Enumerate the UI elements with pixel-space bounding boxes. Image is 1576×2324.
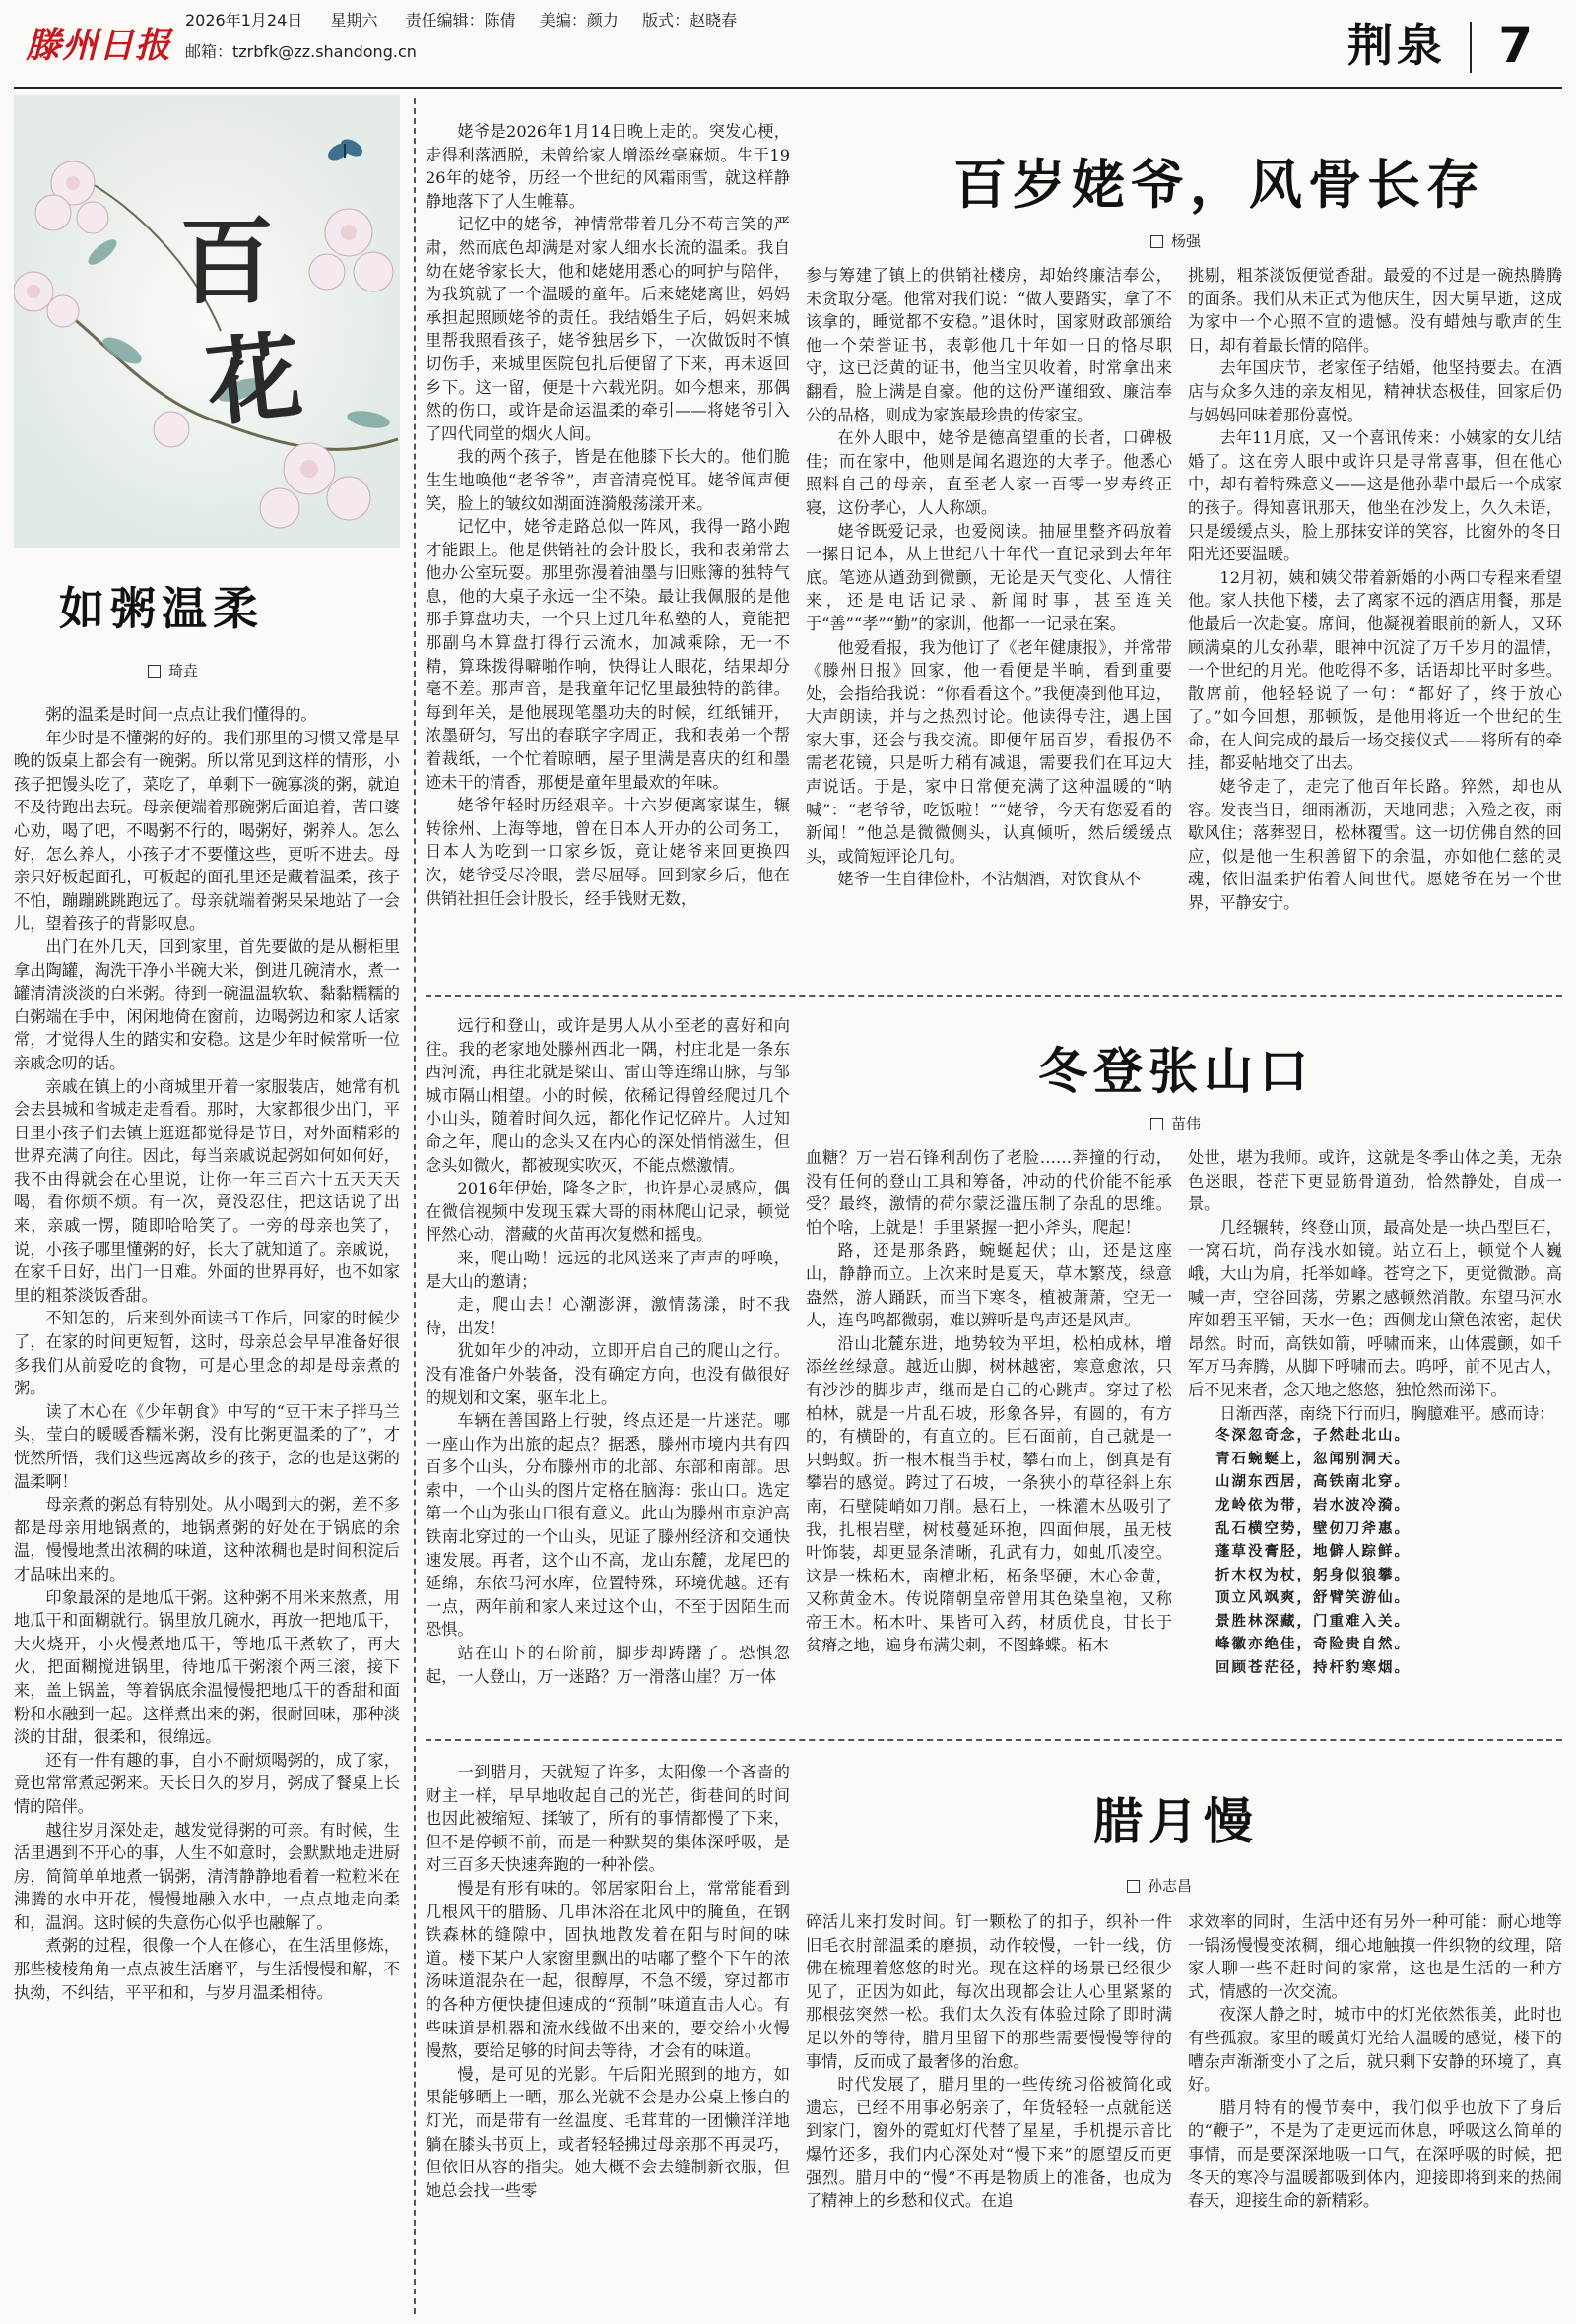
paragraph: 参与筹建了镇上的供销社楼房，却始终廉洁奉公，未贪取分毫。他常对我们说：“做人要踏实，拿了不该拿的，睡觉都不安稳。”退休时，国家财政部颁给他一个荣誉证书，表彰他几十年如一日的恪尽职守，这已泛黄的证书，他当宝贝收着，时常拿出来翻看，脸上满是自豪。他的这份严谨细致、廉洁奉公的品格，则成为家族最珍贵的传家宝。 xyxy=(806,266,1172,424)
paragraph: 挑剔，粗茶淡饭便觉香甜。最爱的不过是一碗热腾腾的面条。我们从未正式为他庆生，因大舅早逝，这成为家中一个心照不宣的遗憾。没有蜡烛与歌声的生日，却有着最长情的陪伴。 xyxy=(1188,266,1562,355)
banner-char-2: 花 xyxy=(201,319,307,440)
paragraph: 车辆在善国路上行驶，终点还是一片迷茫。哪一座山作为出旅的起点？据悉，滕州市境内共有四百多个山头，分布滕州市的北部、东部和南部。思索中，一个山头的图片定格在脑海：张山口。选定第一个山为张山口很有意义。此山为滕州市京沪高铁南北穿过的一个山头，见证了滕州经济和交通快速发展。再者，这个山不高，龙山东麓，龙尾巴的延绵，东依马河水库，位置特殊，环境优越。还有一点，两年前和家人来过这个山，不至于因陌生而恐惧。 xyxy=(426,1411,790,1640)
paragraph: 几经辗转，终登山顶，最高处是一块凸型巨石，一窝石坑，尚存浅水如镜。站立石上，顿觉个人巍峨，大山为肩，托举如峰。苍穹之下，更觉微渺。高喊一声，空谷回荡，劳累之感顿然消散。东望马河水库如碧玉平铺，天水一色；西侧龙山黛色浓密，起伏昂然。时而，高铁如箭，呼啸而来，山体震颤，如千军万马奔腾，从脚下呼啸而去。呜呼，前不见古人，后不见来者，念天地之悠悠，独怆然而涕下。 xyxy=(1188,1217,1562,1399)
flower-illustration xyxy=(14,95,400,548)
paragraph: 他爱看报，我为他订了《老年健康报》，并常带《滕州日报》回家，他一看便是半晌，看到重要处，会指给我说：“你看看这个。”我便凑到他耳边，大声朗读，并与之热烈讨论。他读得专注，遇上国家大事，还会与我交流。即便年届百岁，看报仍不需老花镜，只是听力稍有减退，需要我们在耳边大声说话。于是，家中日常便充满了这种温暖的“呐喊”：“老爷爷，吃饭啦！”“姥爷，今天有您爱看的新闻！”他总是微微侧头，认真倾听，然后缓缓点头，或简短评论几句。 xyxy=(806,637,1172,866)
paragraph: 去年11月底，又一个喜讯传来：小姨家的女儿结婚了。这在旁人眼中或许只是寻常喜事，但在他心中，却有着特殊意义——这是他孙辈中最后一个成家的孩子。得知喜讯那天，他坐在沙发上，久久未语，只是缓缓点头，脸上那抹安详的笑容，比窗外的冬日阳光还要温暖。 xyxy=(1188,428,1562,564)
paragraph: 我的两个孩子，皆是在他膝下长大的。他们脆生生地唤他“老爷爷”，声音清亮悦耳。姥爷闻声便笑，脸上的皱纹如湖面涟漪般荡漾开来。 xyxy=(426,447,790,513)
paragraph: 沿山北麓东进，地势较为平坦，松柏成林，增添丝丝绿意。越近山脚，树林越密，寒意愈浓，只有沙沙的脚步声，继而是自己的心跳声。穿过了松柏林，就是一片乱石坡，形象各异，有圆的，有方的，有横卧的，有直立的。巨石面前，自己就是一只蚂蚁。折一根木棍当手杖，攀石而上，倒真是有攀岩的感觉。跨过了石坡，一条狭小的草径斜上东南，石壁陡峭如刀削。悬石上，一株灌木丛吸引了我，扎根岩壁，树枝蔓延环抱，四面伸展，虽无枝叶饰装，却更显条清晰，孔武有力，如虬爪凌空。这是一株柘木，南檀北柘，柘条坚硬，木心金黄，又称黄金木。传说隋朝皇帝曾用其色染皇袍，又称帝王木。柘木叶、果皆可入药，材质优良，甘长于贫瘠之地，遍身布满尖刺，不图蜂蝶。柘木 xyxy=(806,1333,1172,1655)
poem-line: 乱石横空势，壁仞刀斧惠。 xyxy=(1215,1520,1411,1537)
paragraph: 粥的温柔是时间一点点让我们懂得的。 xyxy=(45,705,317,724)
poem-block xyxy=(1188,1425,1562,1681)
paragraph: 夜深人静之时，城市中的灯光依然很美，此时也有些孤寂。家里的暖黄灯光给人温暖的感觉，楼下的嘈杂声渐渐变小了之后，就只剩下安静的环境了，真好。 xyxy=(1188,2005,1562,2095)
masthead-info-line xyxy=(185,8,737,31)
poem-line: 龙岭依为带，岩水波冷漪。 xyxy=(1215,1497,1411,1514)
article3-col2 xyxy=(806,1146,1172,1721)
article2-col1 xyxy=(426,120,790,967)
paragraph: 走，爬山去！心潮澎湃，激情荡漾，时不我待，出发！ xyxy=(426,1295,790,1337)
paragraph: 姥爷一生自律俭朴，不沾烟酒，对饮食从不 xyxy=(837,870,1141,889)
article4-byline xyxy=(1127,1875,1192,1896)
paragraph: 犹如年少的冲动，立即开启自己的爬山之行。没有准备户外装备，没有确定方向，也没有做很好的规划和文案，驱车北上。 xyxy=(426,1341,790,1407)
paragraph: 越往岁月深处走，越发觉得粥的可亲。有时候，生活里遇到不开心的事，人生不如意时，会默默地走进厨房，简简单单地煮一锅粥，清清静静地看着一粒粒米在沸腾的水中开花，慢慢地融入水中，一点点地走向柔和，温润。这时候的失意伤心似乎也融解了。 xyxy=(14,1820,400,1932)
poem-line: 蓬草没膏胫，地僻人踪鲜。 xyxy=(1215,1544,1411,1561)
paragraph: 慢，是可见的光影。午后阳光照到的地方，如果能够晒上一晒，那么光就不会是办公桌上惨白的灯光，而是带有一丝温度、毛茸茸的一团懒洋洋地躺在膝头书页上，或者轻轻拂过母亲那不再灵巧，但依旧从容的指尖。她大概不会去缝制新衣服，但她总会找一些零 xyxy=(426,2064,790,2200)
masthead-rule xyxy=(14,87,1562,89)
poem-line: 折木权为杖，躬身似狼攀。 xyxy=(1215,1567,1411,1583)
layout-editor: 版式：赵晓春 xyxy=(642,11,738,30)
article1-body xyxy=(14,703,400,2318)
paragraph: 不知怎的，后来到外面读书工作后，回家的时候少了，在家的时间更短暂，这时，母亲总会早早准备好很多我们从前爱吃的食物，可是心里念的却是母亲煮的粥。 xyxy=(14,1309,400,1398)
paragraph: 腊月特有的慢节奏中，我们似乎也放下了身后的“鞭子”，不是为了走更远而休息，呼吸这么简单的事情，而是要深深地吸一口气，在深呼吸的时候，把冬天的寒冷与温暖都吸到体内，迎接即将到来的热闹春天，迎接生命的新精彩。 xyxy=(1188,2098,1562,2211)
byline-box-icon xyxy=(148,665,161,678)
paragraph: 路，还是那条路，蜿蜒起伏；山，还是这座山，静静而立。上次来时是夏天，草木繁茂，绿意盎然，游人踊跃，而当下寒冬，植被萧萧，空无一人，连鸟鸣都微弱，难以辨听是鸟声还是风声。 xyxy=(806,1241,1172,1330)
column-divider xyxy=(414,98,416,2314)
section-separator xyxy=(426,1739,1562,1741)
paragraph: 去年国庆节，老家侄子结婚，他坚持要去。在酒店与众多久违的亲友相见，精神状态极佳，回家后仍与妈妈回味着那份喜悦。 xyxy=(1188,358,1562,424)
paragraph: 远行和登山，或许是男人从小至老的喜好和向往。我的老家地处滕州西北一隅，村庄北是一条东西河流，再往北就是梁山、雷山等连绵山脉，与邹城市隔山相望。小的时候，依稀记得曾经爬过几个小山头，随着时间久远，都化作记忆碎片。人过知命之年，爬山的念头又在内心的深处悄悄滋生，但念头如微火，都被现实吹灭，不能点燃激情。 xyxy=(426,1016,790,1175)
paragraph: 处世，堪为我师。或许，这就是冬季山体之美，无杂色迷眼，苍茫下更显筋骨道劲，恰然静处，自成一景。 xyxy=(1188,1148,1562,1214)
paragraph: 母亲煮的粥总有特别处。从小喝到大的粥，差不多都是母亲用地锅煮的，地锅煮粥的好处在于锅底的余温，慢慢地煮出浓稠的味道，这种浓稠也是时间积淀后才品味出来的。 xyxy=(14,1495,400,1583)
article3-col1 xyxy=(426,1014,790,1723)
masthead xyxy=(0,0,1576,91)
paragraph: 还有一件有趣的事，自小不耐烦喝粥的，成了家，竟也常常煮起粥来。天长日久的岁月，粥成了餐桌上长情的陪伴。 xyxy=(14,1750,400,1816)
article2-title: 百岁姥爷，风骨长存 xyxy=(953,153,1485,216)
poem-line: 顶立风飒爽，舒臂笑游仙。 xyxy=(1215,1590,1411,1607)
issue-weekday: 星期六 xyxy=(330,11,378,30)
paragraph: 姥爷年轻时历经艰辛。十六岁便离家谋生，辗转徐州、上海等地，曾在日本人开办的公司务工，日本人为吃到一口家乡饭，竟让姥爷来回更换四次，姥爷受尽冷眼，尝尽屈辱。回到家乡后，他在供销社担任会计股长，经手钱财无数， xyxy=(426,796,790,908)
paragraph: 来，爬山呦！远远的北风送来了声声的呼唤，是大山的邀请； xyxy=(426,1248,790,1291)
article3-title: 冬登张山口 xyxy=(1038,1042,1314,1100)
poem-line: 回顾苍茫径，持杆豹寒烟。 xyxy=(1215,1660,1411,1677)
banner-char-1: 百 xyxy=(179,206,274,317)
paragraph: 姥爷既爱记录，也爱阅读。抽屉里整齐码放着一摞日记本，从上世纪八十年代一直记录到去年年底。笔迹从遒劲到微颤，无论是天气变化、人情往来，还是电话记录、新闻时事，甚至连关于“善”“孝”“勤”的家训，他都一一记录在案。 xyxy=(806,521,1172,633)
article3-col3 xyxy=(1188,1146,1562,1721)
contact-email: 邮箱：tzrbfk@zz.shandong.cn xyxy=(185,42,417,61)
paragraph: 姥爷是2026年1月14日晚上走的。突发心梗，走得利落洒脱，未曾给家人增添丝毫麻烦。生于1926年的姥爷，历经一个世纪的风霜雨雪，就这样静静地落下了人生帷幕。 xyxy=(426,122,790,211)
article4-col3 xyxy=(1188,1910,1562,2318)
paragraph: 日渐西落，南绕下行而归，胸臆难平。感而诗： xyxy=(1219,1403,1555,1423)
paragraph: 煮粥的过程，很像一个人在修心，在生活里修炼，那些棱棱角角一点点被生活磨平，与生活慢慢和解，不执拗，不纠结，平平和和，与岁月温柔相待。 xyxy=(14,1936,400,2002)
article1-author: 琦垚 xyxy=(168,662,199,679)
poem-line: 峰徽亦绝佳，奇险贵自然。 xyxy=(1215,1637,1411,1653)
section-divider xyxy=(1470,22,1472,73)
paragraph: 一到腊月，天就短了许多，太阳像一个吝啬的财主一样，早早地收起自己的光芒，街巷间的时间也因此被缩短、揉皱了，所有的事情都慢了下来，但不是停顿不前，而是一种默契的集体深呼吸，是对三百多天快速奔跑的一种补偿。 xyxy=(426,1763,790,1875)
paragraph: 出门在外几天，回到家里，首先要做的是从橱柜里拿出陶罐，淘洗干净小半碗大米，倒进几碗清水，煮一罐清清淡淡的白米粥。待到一碗温温软软、黏黏糯糯的白粥端在手中，闲闲地倚在窗前，边喝粥边和家人话家常，才觉得人生的踏实和安稳。这是少年时候常听一位亲戚念叨的话。 xyxy=(14,936,400,1072)
paragraph: 站在山下的石阶前，脚步却踌躇了。恐惧忽起，一人登山，万一迷路？万一滑落山崖？万一体 xyxy=(426,1644,790,1686)
article4-col1 xyxy=(426,1761,790,2318)
article4-col2 xyxy=(806,1910,1172,2318)
poem-line: 山湖东西居，高铁南北穿。 xyxy=(1215,1474,1411,1491)
paragraph: 时代发展了，腊月里的一些传统习俗被简化或遗忘，已经不用事必躬亲了，年货轻轻一点就能送到家门，窗外的霓虹灯代替了星星，手机提示音比爆竹还多，我们内心深处对“慢下来”的愿望反而更强烈。腊月中的“慢”不再是物质上的准备，也成为了精神上的乡愁和仪式。在追 xyxy=(806,2075,1172,2211)
paragraph: 记忆中的姥爷，神情常带着几分不苟言笑的严肃，然而底色却满是对家人细水长流的温柔。我自幼在姥爷家长大，他和姥姥用悉心的呵护与陪伴，为我筑就了一个温暖的童年。后来姥姥离世，妈妈承担起照顾姥爷的责任。我结婚生子后，妈妈来城里帮我照看孩子，姥爷独居乡下，一次做饭时不慎切伤手，来城里医院包扎后便留了下来，再未返回乡下。这一留，便是十六载光阴。如今想来，那偶然的伤口，或许是命运温柔的牵引——将姥爷引入了四代同堂的烟火人间。 xyxy=(426,215,790,443)
paragraph: 在外人眼中，姥爷是德高望重的长者，口碑极佳；而在家中，他则是闻名遐迩的大孝子。他悉心照料自己的母亲，直至老人家一百零一岁寿终正寝，这份孝心，人人称颂。 xyxy=(806,428,1172,517)
art-editor: 美编：颜力 xyxy=(539,11,619,30)
article1-title: 如粥温柔 xyxy=(59,582,264,635)
byline-box-icon xyxy=(1150,1118,1163,1130)
article2-author: 杨强 xyxy=(1171,232,1202,250)
article4-title: 腊月慢 xyxy=(1093,1792,1259,1850)
page-number: 7 xyxy=(1498,17,1533,74)
paragraph: 年少时是不懂粥的好的。我们那里的习惯又常是早晚的饭桌上都会有一碗粥。所以常见到这样的情形，小孩子把馒头吃了，菜吃了，单剩下一碗寡淡的粥，就迫不及待跑出去玩。母亲便端着那碗粥后面追着，苦口婆心劝，喝了吧，不喝粥不行的，喝粥好，粥养人。怎么好，怎么养人，小孩子才不要懂这些，更听不进去。母亲只好板起面孔，可板起的面孔里还是藏着温柔，孩子不怕，蹦蹦跳跳跑远了。母亲就端着粥呆呆地站了一会儿，望着孩子的背影叹息。 xyxy=(14,728,400,934)
paragraph: 亲戚在镇上的小商城里开着一家服装店，她常有机会去县城和省城走走看看。那时，大家都很少出门，平日里小孩子们去镇上逛逛都觉得是节日，对外面精彩的世界充满了向往。因此，每当亲戚说起粥如何如何好，我不由得就会在心里说，让你一年三百六十五天天天喝，看你烦不烦。有一次，竟没忍住，把这话说了出来，亲戚一愣，随即哈哈笑了。一旁的母亲也笑了，说，小孩子哪里懂粥的好，长大了就知道了。亲戚说，在家千日好，出门一日难。外面的世界再好，也不如家里的粗茶淡饭香甜。 xyxy=(14,1076,400,1305)
logo-text: 滕州日报 xyxy=(26,25,172,66)
paragraph: 慢是有形有味的。邻居家阳台上，常常能看到几根风干的腊肠、几串沐浴在北风中的腌鱼，在钢铁森林的缝隙中，固执地散发着在阳与时间的味道。楼下某户人家窗里飘出的咕嘟了整个下午的浓汤味道混杂在一起，很醇厚，不急不缓，穿过都市的各种方便快捷但速成的“预制”味道直击人心。有些味道是机器和流水线做不出来的，要交给小火慢慢熬，要给足够的时间去等待，才会有的味道。 xyxy=(426,1878,790,2061)
byline-box-icon xyxy=(1127,1880,1140,1893)
paragraph: 求效率的同时，生活中还有另外一种可能：耐心地等一锅汤慢慢变浓稠，细心地触摸一件织物的纹理，陪家人聊一些不赶时间的家常，这也是生活的一种方式，情感的一次交流。 xyxy=(1188,1912,1562,2001)
newspaper-logo xyxy=(26,8,173,83)
section-separator xyxy=(426,995,1562,997)
poem-line: 景胜林深藏，门重难入关。 xyxy=(1215,1613,1411,1630)
responsible-editor: 责任编辑：陈倩 xyxy=(405,11,516,30)
paragraph: 姥爷走了，走完了他百年长路。猝然，却也从容。发丧当日，细雨淅沥，天地同悲；入殓之夜，雨歇风住；落葬翌日，松林覆雪。这一切仿佛自然的回应，似是他一生积善留下的余温，亦如他仁慈的灵魂，依旧温柔护佑着人间世代。愿姥爷在另一个世界，平静安宁。 xyxy=(1188,777,1562,913)
paragraph: 读了木心在《少年朝食》中写的“豆干末子拌马兰头，莹白的暖暖香糯米粥，没有比粥更温柔的了”，才恍然所悟，我们这些远离故乡的孩子，念的也是这粥的温柔啊！ xyxy=(14,1401,400,1491)
article3-byline xyxy=(1150,1113,1201,1133)
issue-date: 2026年1月24日 xyxy=(185,11,303,30)
paragraph: 12月初，姨和姨父带着新婚的小两口专程来看望他。家人扶他下楼，去了离家不远的酒店用餐，那是他最后一次赴宴。席间，他凝视着眼前的新人，又环顾满桌的儿女孙辈，眼神中沉淀了万千岁月的温情，一个世纪的月光。他吃得不多，话语却比平时多些。散席前，他轻轻说了一句：“都好了，终于放心了。”如今回想，那顿饭，是他用将近一个世纪的生命，在人间完成的最后一场交接仪式——将所有的牵挂，都妥帖地交了出去。 xyxy=(1188,567,1562,773)
article2-byline xyxy=(1150,230,1201,251)
paragraph: 碎活儿来打发时间。钉一颗松了的扣子，织补一件旧毛衣肘部温柔的磨损，动作较慢，一针一线，仿佛在梳理着悠悠的时光。现在这样的场景已经很少见了，正因为如此，每次出现都会让人心里紧紧的那根弦突然一松。我们太久没有体验过除了即时满足以外的等待，腊月里留下的那些需要慢慢等待的事情，反而成了最奢侈的治愈。 xyxy=(806,1912,1172,2071)
baihua-banner xyxy=(14,95,400,548)
poem-line: 冬深忽奇念，子然赴北山。 xyxy=(1215,1428,1411,1445)
byline-box-icon xyxy=(1150,235,1163,248)
article1-byline xyxy=(148,660,198,680)
section-name: 荆泉 xyxy=(1347,19,1446,72)
paragraph: 2016年伊始，隆冬之时，也许是心灵感应，偶在微信视频中发现玉霖大哥的雨林爬山记录，顿觉怦然心动，潜藏的火苗再次复燃和摇曳。 xyxy=(426,1179,790,1245)
paragraph: 印象最深的是地瓜干粥。这种粥不用米来熬煮，用地瓜干和面糊就行。锅里放几碗水，再放一把地瓜干，大火烧开，小火慢煮地瓜干，等地瓜干煮软了，再大火，把面糊搅进锅里，待地瓜干粥滚个两三滚，接下来，盖上锅盖，等着锅底余温慢慢把地瓜干的香甜和面粉和水融到一起。这样煮出来的粥，很耐回味，那种淡淡的甘甜，很柔和，很绵远。 xyxy=(14,1587,400,1747)
article3-author: 苗伟 xyxy=(1171,1115,1202,1132)
article2-col2 xyxy=(806,264,1172,967)
article2-col3 xyxy=(1188,264,1562,967)
poem-line: 青石蜿蜒上，忽闻别洞天。 xyxy=(1215,1451,1411,1467)
paragraph: 血糖？万一岩石锋利刮伤了老脸……莽撞的行动，没有任何的登山工具和筹备，冲动的代价能不能承受？最终，激情的荷尔蒙泛滥压制了杂乱的思维。怕个啥，上就是！手里紧握一把小斧头，爬起！ xyxy=(806,1148,1172,1237)
article4-author: 孙志昌 xyxy=(1148,1877,1193,1895)
paragraph: 记忆中，姥爷走路总似一阵风，我得一路小跑才能跟上。他是供销社的会计股长，我和表弟常去他办公室玩耍。那里弥漫着油墨与旧账簿的独特气息，他的大桌子永远一尘不染。最让我佩服的是他那手算盘功夫，一个只上过几年私塾的人，竟能把那副乌木算盘打得行云流水，加减乘除，无一不精，算珠拨得噼啪作响，快得让人眼花，结果却分毫不差。那声音，是我童年记忆里最独特的韵律。每到年关，是他展现笔墨功夫的时候，红纸铺开，浓墨研匀，写出的春联字字周正，我和表弟一个帮着裁纸，一个忙着晾晒，屋子里满是喜庆的红和墨迹未干的清香，那便是童年里最欢的年味。 xyxy=(426,517,790,792)
